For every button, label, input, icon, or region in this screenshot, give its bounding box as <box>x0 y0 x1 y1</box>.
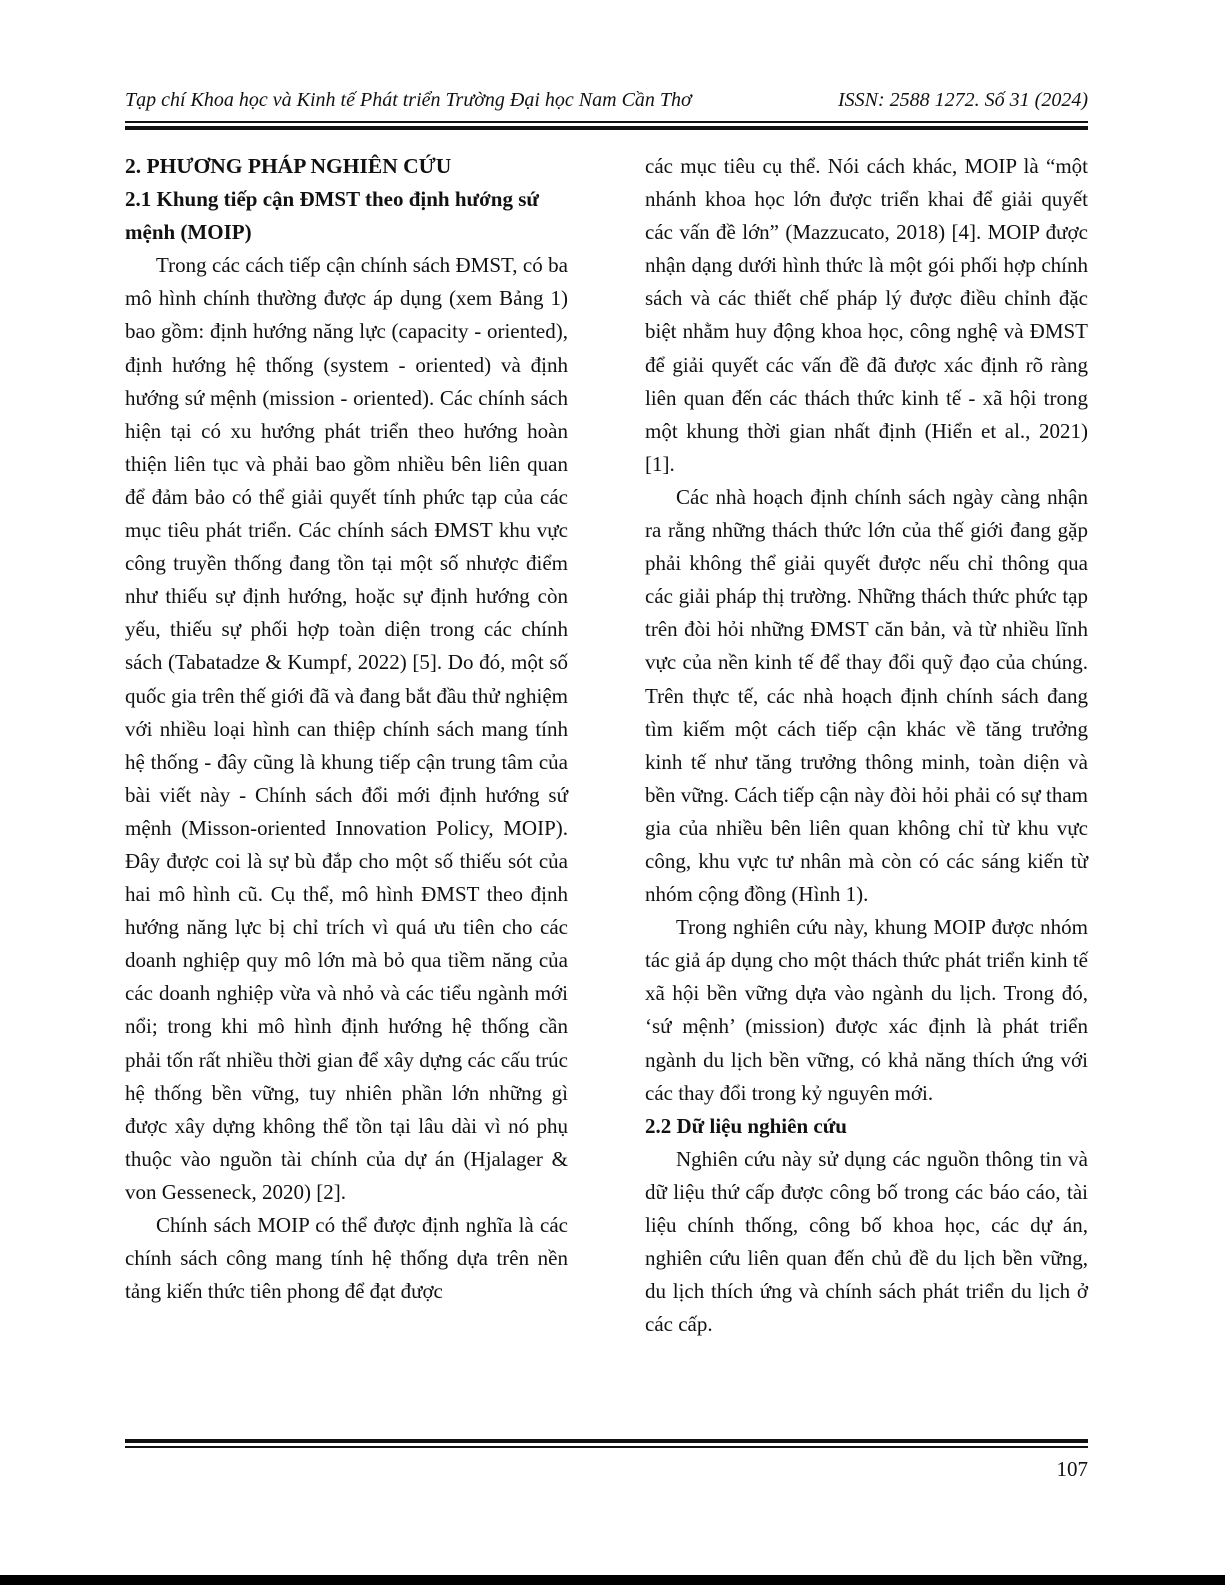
paragraph: Các nhà hoạch định chính sách ngày càng nhận ra rằng những thách thức lớn của thế giới đang gặp phải không thể giải quyết được nếu chỉ thông qua các giải pháp thị trường. Những thách thức phức tạp trên đòi hỏi những ĐMST căn bản, và từ nhiều lĩnh vực của nền kinh tế để thay đổi quỹ đạo của chúng. Trên thực tế, các nhà hoạch định chính sách đang tìm kiếm một cách tiếp cận khác về tăng trưởng kinh tế như tăng trưởng thông minh, toàn diện và bền vững. Cách tiếp cận này đòi hỏi phải có sự tham gia của nhiều bên liên quan không chỉ từ khu vực công, khu vực tư nhân mà còn có các sáng kiến từ nhóm cộng đồng (Hình 1). <box>645 484 1088 907</box>
paragraph: Nghiên cứu này sử dụng các nguồn thông tin và dữ liệu thứ cấp được công bố trong các báo cáo, tài liệu chính thống, công bố khoa học, các dự án, nghiên cứu liên quan đến chủ đề du lịch bền vững, du lịch thích ứng và chính sách phát triển du lịch ở các cấp. <box>645 1146 1088 1337</box>
page-number: 107 <box>1056 1457 1088 1481</box>
paragraph: Chính sách MOIP có thể được định nghĩa là các chính sách công mang tính hệ thống dựa trên nền tảng kiến thức tiên phong để đạt được <box>125 1213 568 1304</box>
running-header <box>125 86 1088 114</box>
paragraph: Trong các cách tiếp cận chính sách ĐMST, có ba mô hình chính thường được áp dụng (xem Bảng 1) bao gồm: định hướng năng lực (capacity - oriented), định hướng hệ thống (system - oriented) và định hướng sứ mệnh (mission - oriented). Các chính sách hiện tại có xu hướng phát triển theo hướng hoàn thiện liên tục và phải bao gồm nhiều bên liên quan để đảm bảo có thể giải quyết tính phức tạp của các mục tiêu phát triển. Các chính sách ĐMST khu vực công truyền thống đang tồn tại một số nhược điểm như thiếu sự định hướng, hoặc sự định hướng còn yếu, thiếu sự phối hợp toàn diện trong các chính sách (Tabatadze & Kumpf, 2022) [5]. Do đó, một số quốc gia trên thế giới đã và đang bắt đầu thử nghiệm với nhiều loại hình can thiệp chính sách mang tính hệ thống - đây cũng là khung tiếp cận trung tâm của bài viết này - Chính sách đổi mới định hướng sứ mệnh (Misson-oriented Innovation Policy, MOIP). Đây được coi là sự bù đắp cho một số thiếu sót của hai mô hình cũ. Cụ thể, mô hình ĐMST theo định hướng năng lực bị chỉ trích vì quá ưu tiên cho các doanh nghiệp quy mô lớn mà bỏ qua tiềm năng của các doanh nghiệp vừa và nhỏ và các tiểu ngành mới nổi; trong khi mô hình định hướng hệ thống cần phải tốn rất nhiều thời gian để xây dựng các cấu trúc hệ thống bền vững, tuy nhiên phần lớn những gì được xây dựng không thể tồn tại lâu dài vì nó phụ thuộc vào nguồn tài chính của dự án (Hjalager & von Gesseneck, 2020) [2]. <box>125 253 568 1204</box>
subsection-heading-2-2: 2.2 Dữ liệu nghiên cứu <box>645 1113 847 1138</box>
section-heading: 2. PHƯƠNG PHÁP NGHIÊN CỨU <box>125 154 452 178</box>
paragraph-continued: các mục tiêu cụ thể. Nói cách khác, MOIP là “một nhánh khoa học lớn được triển khai để giải quyết các vấn đề lớn” (Mazzucato, 2018) [4]. MOIP được nhận dạng dưới hình thức là một gói phối hợp chính sách và các thiết chế pháp lý được điều chỉnh đặc biệt nhằm huy động khoa học, công nghệ và ĐMST để giải quyết các vấn đề đã được xác định rõ ràng liên quan đến các thách thức kinh tế - xã hội trong một khung thời gian nhất định (Hiển et al., 2021) [1]. <box>645 154 1088 476</box>
right-column <box>645 150 1088 1341</box>
header-rule-thin <box>125 121 1088 123</box>
scan-edge <box>0 1575 1225 1585</box>
left-column <box>125 150 568 1308</box>
footer-rule-thin <box>125 1446 1088 1448</box>
paragraph: Trong nghiên cứu này, khung MOIP được nhóm tác giả áp dụng cho một thách thức phát triển kinh tế xã hội bền vững dựa vào ngành du lịch. Trong đó, ‘sứ mệnh’ (mission) được xác định là phát triển ngành du lịch bền vững, có khả năng thích ứng với các thay đổi trong kỷ nguyên mới. <box>645 915 1088 1105</box>
footer-rule-thick <box>125 1439 1088 1443</box>
issn-issue: ISSN: 2588 1272. Số 31 (2024) <box>838 89 1088 111</box>
subsection-heading-2-1: 2.1 Khung tiếp cận ĐMST theo định hướng sứ mệnh (MOIP) <box>125 187 539 245</box>
journal-title: Tạp chí Khoa học và Kinh tế Phát triển Trường Đại học Nam Cần Thơ <box>125 89 692 111</box>
header-rule-thick <box>125 126 1088 130</box>
